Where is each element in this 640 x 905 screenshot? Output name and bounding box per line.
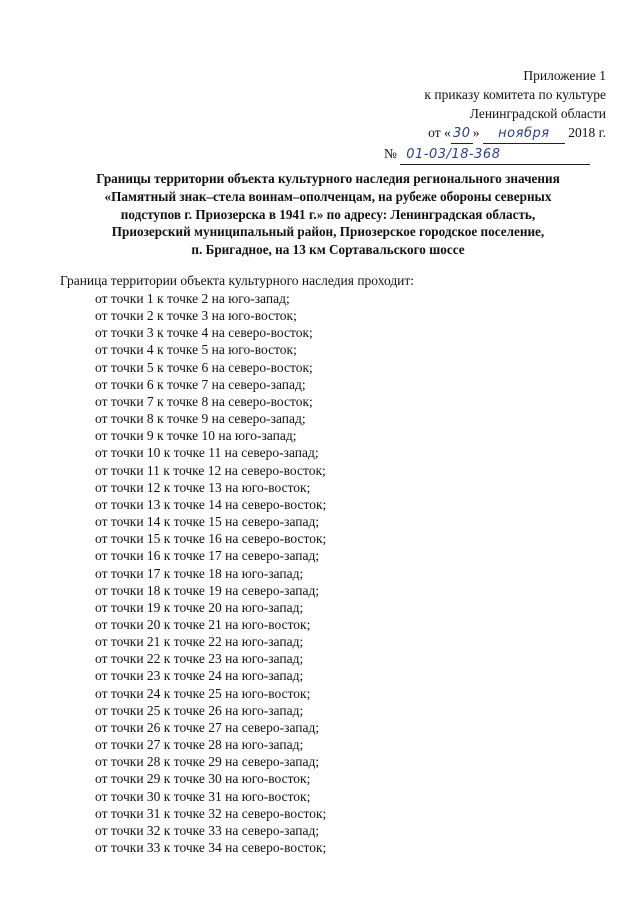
boundary-item: от точки 28 к точке 29 на северо-запад; — [95, 754, 320, 770]
boundary-item: от точки 20 к точке 21 на юго-восток; — [95, 616, 311, 632]
boundary-item: от точки 26 к точке 27 на северо-запад; — [95, 719, 320, 735]
boundary-item: от точки 21 к точке 22 на юго-запад; — [95, 634, 304, 650]
appendix-order-ref: к приказу комитета по культуре — [424, 87, 606, 102]
handwritten-month: ноября — [483, 124, 565, 144]
boundary-item: от точки 23 к точке 24 на юго-запад; — [95, 668, 304, 684]
boundary-item: от точки 16 к точке 17 на северо-запад; — [95, 548, 320, 564]
appendix-date-line — [306, 123, 606, 144]
boundary-item: от точки 1 к точке 2 на юго-запад; — [95, 291, 290, 306]
boundary-item: от точки 15 к точке 16 на северо-восток; — [95, 531, 327, 547]
boundary-intro: Граница территории объекта культурного наследия проходит: — [60, 273, 415, 288]
appendix-number-line — [384, 144, 606, 165]
handwritten-number: 01-03/18-368 — [400, 145, 590, 165]
boundary-item: от точки 29 к точке 30 на юго-восток; — [95, 771, 311, 787]
boundary-item: от точки 18 к точке 19 на северо-запад; — [95, 582, 320, 598]
document-title — [60, 170, 596, 259]
title-line: Приозерский муниципальный район, Приозерское городское поселение, — [111, 224, 545, 240]
boundary-item: от точки 7 к точке 8 на северо-восток; — [95, 393, 313, 409]
appendix-header — [306, 66, 606, 165]
boundary-item: от точки 22 к точке 23 на юго-запад; — [95, 651, 304, 667]
boundary-item: от точки 24 к точке 25 на юго-восток; — [95, 685, 311, 701]
boundary-item: от точки 27 к точке 28 на юго-запад; — [95, 737, 304, 753]
title-line: Границы территории объекта культурного наследия регионального значения — [96, 171, 560, 186]
title-line: «Памятный знак–стела воинам–ополченцам, на рубеже обороны северных — [104, 188, 552, 204]
boundary-item: от точки 12 к точке 13 на юго-восток; — [95, 479, 311, 495]
date-prefix: от « — [428, 125, 451, 140]
boundary-item: от точки 30 к точке 31 на юго-восток; — [95, 788, 311, 804]
boundary-item: от точки 32 к точке 33 на северо-запад; — [95, 822, 320, 838]
boundary-item: от точки 4 к точке 5 на юго-восток; — [95, 342, 297, 358]
number-prefix: № — [384, 146, 397, 161]
boundary-item: от точки 17 к точке 18 на юго-запад; — [95, 565, 304, 581]
boundary-item: от точки 31 к точке 32 на северо-восток; — [95, 805, 327, 821]
appendix-title: Приложение 1 — [523, 68, 606, 83]
boundary-list — [95, 290, 326, 856]
boundary-item: от точки 13 к точке 14 на северо-восток; — [95, 496, 327, 512]
boundary-item: от точки 25 к точке 26 на юго-запад; — [95, 702, 304, 718]
boundary-item: от точки 8 к точке 9 на северо-запад; — [95, 411, 306, 427]
boundary-item: от точки 33 к точке 34 на северо-восток; — [95, 840, 327, 855]
boundary-item: от точки 10 к точке 11 на северо-запад; — [95, 445, 319, 461]
boundary-item: от точки 6 к точке 7 на северо-запад; — [95, 376, 306, 392]
boundary-item: от точки 19 к точке 20 на юго-запад; — [95, 599, 304, 615]
handwritten-day: 30 — [451, 124, 473, 144]
title-line: подступов г. Приозерска в 1941 г.» по адресу: Ленинградская область, — [120, 206, 536, 222]
title-line: п. Бригадное, на 13 км Сортавальского шоссе — [191, 242, 465, 258]
boundary-item: от точки 9 к точке 10 на юго-запад; — [95, 428, 297, 444]
boundary-item: от точки 14 к точке 15 на северо-запад; — [95, 514, 320, 530]
appendix-region: Ленинградской области — [469, 106, 606, 121]
date-year: 2018 г. — [568, 125, 606, 140]
boundary-item: от точки 2 к точке 3 на юго-восток; — [95, 308, 297, 324]
boundary-item: от точки 5 к точке 6 на северо-восток; — [95, 359, 313, 375]
date-mid: » — [472, 125, 480, 140]
boundary-item: от точки 11 к точке 12 на северо-восток; — [95, 462, 326, 478]
boundary-item: от точки 3 к точке 4 на северо-восток; — [95, 325, 313, 341]
